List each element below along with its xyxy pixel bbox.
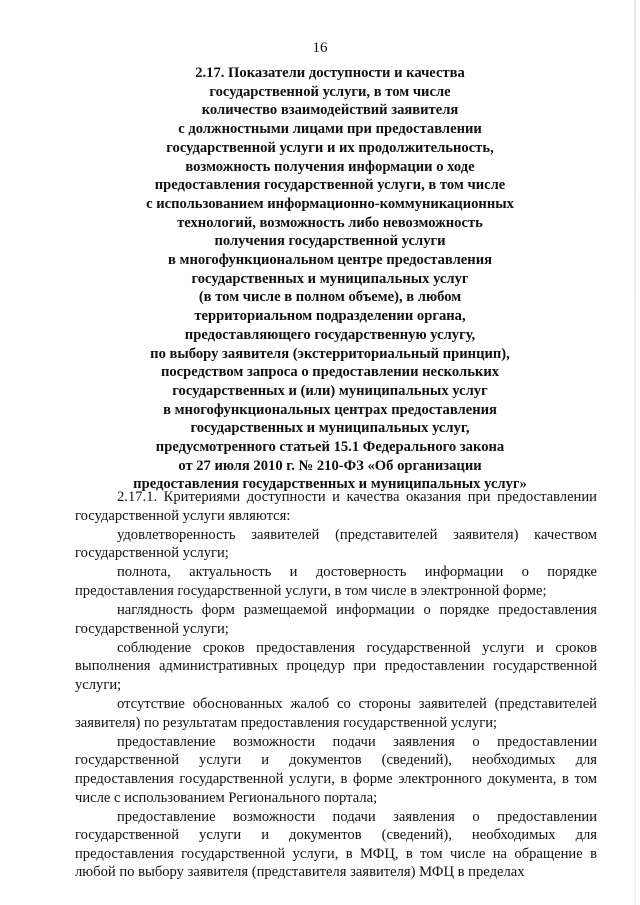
heading-line: предоставления государственной услуги, в том числе — [154, 177, 506, 194]
heading-line: государственных и муниципальных услуг, — [190, 420, 470, 437]
heading-line: предусмотренного статьей 15.1 Федерального закона — [155, 439, 505, 456]
heading-line: (в том числе в полном объеме), в любом — [198, 289, 462, 306]
heading-line: в многофункциональном центре предоставления — [167, 252, 492, 269]
heading-line: государственных и (или) муниципальных услуг — [172, 382, 488, 399]
heading-line: возможность получения информации о ходе — [185, 158, 475, 175]
section-heading — [70, 64, 590, 494]
paragraph: отсутствие обоснованных жалоб со стороны заявителей (представителей заявителя) по результатам предоставления государственной услуги; — [75, 696, 597, 731]
heading-line: государственной услуги и их продолжительность, — [166, 139, 494, 156]
heading-line: по выбору заявителя (экстерриториальный принцип), — [150, 345, 510, 362]
body-text — [75, 488, 597, 882]
paragraph: предоставление возможности подачи заявления о предоставлении государственной услуги и документов (сведений), необходимых для предоставления государственной услуги, в форме электронного документа, в том числе с использованием Регионального портала; — [75, 733, 597, 806]
heading-line: с использованием информационно-коммуникационных — [146, 195, 514, 212]
heading-line: с должностными лицами при предоставлении — [178, 121, 482, 138]
heading-line: от 27 июля 2010 г. № 210-ФЗ «Об организации — [178, 457, 482, 474]
heading-line: получения государственной услуги — [214, 233, 446, 250]
heading-line: государственной услуги, в том числе — [209, 83, 451, 100]
heading-line: в многофункциональных центрах предоставления — [163, 401, 497, 418]
paragraph: соблюдение сроков предоставления государственной услуги и сроков выполнения административных процедур при предоставлении государственной услуги; — [75, 639, 597, 693]
heading-line: количество взаимодействий заявителя — [201, 102, 459, 119]
heading-line: государственных и муниципальных услуг — [191, 270, 469, 287]
paragraph: 2.17.1. Критериями доступности и качества оказания при предоставлении государственной услуги являются: — [75, 489, 597, 524]
paragraph: удовлетворенность заявителей (представителей заявителя) качеством государственной услуги; — [75, 526, 597, 562]
paragraph: полнота, актуальность и достоверность информации о порядке предоставления государственной услуги, в том числе в электронной форме; — [75, 564, 597, 599]
heading-line: предоставления государственных и муниципальных услуг» — [133, 476, 527, 493]
heading-line: 2.17. Показатели доступности и качества — [195, 65, 465, 81]
paragraph: предоставление возможности подачи заявления о предоставлении государственной услуги и документов (сведений), необходимых для предоставления государственной услуги, в МФЦ, в том числе на обращение в любой по выбору заявителя (представителя заявителя) МФЦ в пределах — [75, 808, 597, 881]
heading-line: технологий, возможность либо невозможность — [177, 214, 483, 231]
heading-line: предоставляющего государственную услугу, — [184, 326, 476, 343]
heading-line: территориальном подразделении органа, — [194, 308, 466, 325]
paragraph: наглядность форм размещаемой информации о порядке предоставления государственной услуги; — [75, 602, 597, 637]
heading-line: посредством запроса о предоставлении нескольких — [160, 364, 500, 381]
scan-edge — [634, 0, 636, 905]
page-number: 16 — [312, 40, 328, 56]
